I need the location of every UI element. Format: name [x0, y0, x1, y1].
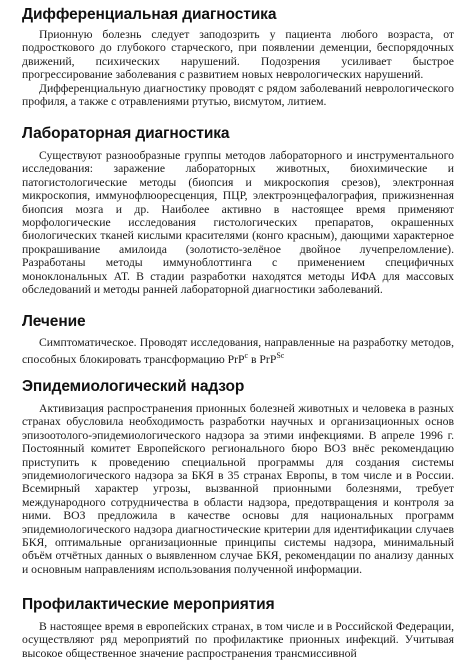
treatment-text-between: в PrP	[248, 353, 277, 367]
paragraph-surveillance-1: Активизация распространения прионных болезней животных и человека в разных странах обусловила необходимость разработки научных и организационных основ эпизоотолого-эпидемиологического надзора за этими инфекциями. В апреле 1996 г. Постоянный комитет Европейского регионального бюро ВОЗ внёс рекомендацию приступить к проведению специальной программы для создания системы эпидемиологического надзора за БКЯ в 35 странах Европы, в том числе и в России. Всемирный характер угрозы, вызванной прионными болезнями, требует международного сотрудничества в области надзора, предотвращения и контроля за ними. ВОЗ предложила в качестве основы для национальных программ эпидемиологического надзора диагностические критерии для идентификации случаев БКЯ, оптимальные организационные принципы системы надзора, минимальный объём отчётных данных о выявленном случае БКЯ, рекомендации по анализу данных и основным направлениям использования полученной информации.	[22, 402, 454, 576]
section-heading-differential: Дифференциальная диагностика	[22, 6, 277, 23]
prp-c-superscript: c	[244, 351, 249, 361]
paragraph-differential-2: Дифференциальную диагностику проводят с рядом заболеваний неврологического профиля, а также с отравлениями ртутью, висмутом, литием.	[22, 82, 454, 109]
paragraph-prevention-1: В настоящее время в европейских странах, в том числе и в Российской Федерации, осуществляют ряд мероприятий по профилактике прионных инфекций. Учитывая высокое общественное значение распространения трансмиссивной	[22, 620, 454, 660]
paragraph-differential-1: Прионную болезнь следует заподозрить у пациента любого возраста, от подросткового до глубокого старческого, при появлении деменции, беспорядочных движений, психических нарушений. Подозрения усиливает быстрое прогрессирование заболевания с развитием новых неврологических нарушений.	[22, 28, 454, 82]
section-heading-laboratory: Лабораторная диагностика	[22, 125, 230, 142]
section-heading-treatment: Лечение	[22, 313, 86, 330]
section-heading-surveillance: Эпидемиологический надзор	[22, 378, 245, 395]
paragraph-laboratory-1: Существуют разнообразные группы методов лабораторного и инструментального исследования: заражение лабораторных животных, биохимические и патогистологические методы (биопсия и микроскопия срезов), электронная микроскопия, иммунофлюоресценция, ПЦР, электроэнцефалография, прижизненная биопсия мозга и др. Наиболее активно в настоящее время применяют морфологические исследования гистологических препаратов, окрашенных биологических тканей кислыми красителями (конго красным), дающими характерное прокрашивание амилоида (золотисто-зелёное двойное лучепреломление). Разработаны методы иммуноблоттинга с применением специфичных моноклональных АТ. В стадии разработки находятся методы ИФА для массовых обследований и методы ранней лабораторной диагностики заболеваний.	[22, 149, 454, 297]
paragraph-treatment-1	[22, 336, 454, 367]
treatment-text: Симптоматическое. Проводят исследования, направленные на разработку методов, способных блокировать трансформацию PrP	[22, 336, 454, 367]
prp-sc-superscript: Sc	[276, 351, 285, 361]
section-heading-prevention: Профилактические мероприятия	[22, 596, 275, 613]
